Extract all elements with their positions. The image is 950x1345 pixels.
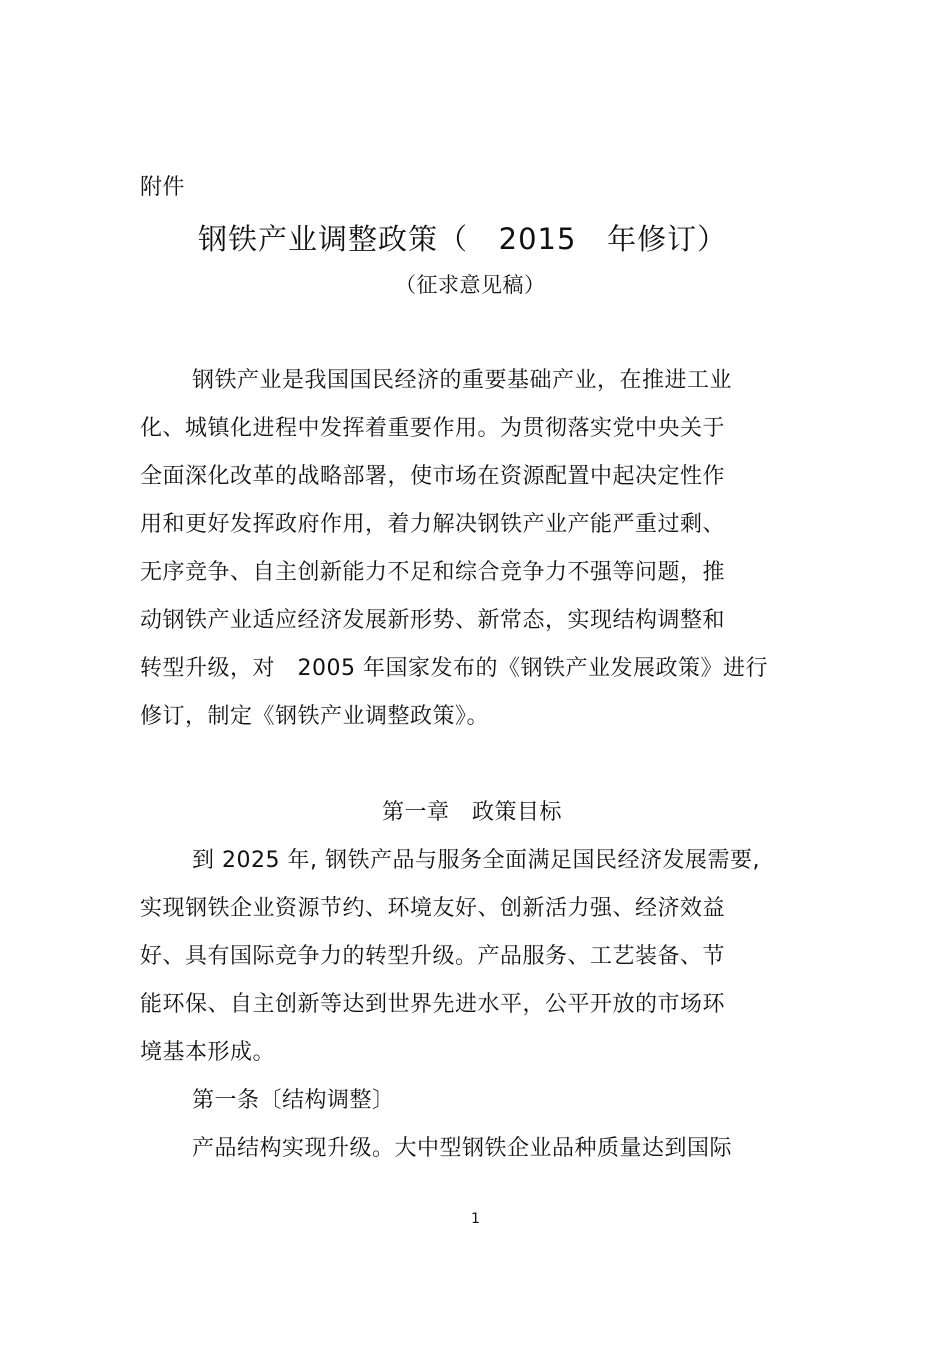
goal-line: 到 2025 年, 钢铁产品与服务全面满足国民经济发展需要, [192,848,760,873]
intro-line: 无序竞争、自主创新能力不足和综合竞争力不强等问题，推 [140,560,726,585]
intro-line: 修订，制定《钢铁产业调整政策》。 [140,704,490,729]
intro-line: 化、城镇化进程中发挥着重要作用。为贯彻落实党中央关于 [140,416,726,441]
page-number: 1 [471,1211,481,1227]
goal-line: 能环保、自主创新等达到世界先进水平，公平开放的市场环 [140,992,726,1017]
intro-line: 转型升级，对 2005 年国家发布的《钢铁产业发展政策》进行 [140,656,768,681]
attachment-label: 附件 [140,175,186,200]
article-heading: 第一条〔结构调整〕 [192,1088,395,1113]
goal-line: 实现钢铁企业资源节约、环境友好、创新活力强、经济效益 [140,896,726,921]
chapter-heading: 第一章 政策目标 [382,800,562,825]
intro-line: 钢铁产业是我国国民经济的重要基础产业，在推进工业 [192,368,733,393]
intro-line: 全面深化改革的战略部署，使市场在资源配置中起决定性作 [140,464,726,489]
article-line: 产品结构实现升级。大中型钢铁企业品种质量达到国际 [192,1136,733,1161]
document-title: 钢铁产业调整政策（ 2015 年修订） [198,222,728,256]
document-subtitle: （征求意见稿） [395,273,546,297]
goal-line: 境基本形成。 [140,1040,276,1065]
intro-line: 动钢铁产业适应经济发展新形势、新常态，实现结构调整和 [140,608,726,633]
intro-line: 用和更好发挥政府作用，着力解决钢铁产业产能严重过剩、 [140,512,726,537]
goal-line: 好、具有国际竞争力的转型升级。产品服务、工艺装备、节 [140,944,726,969]
